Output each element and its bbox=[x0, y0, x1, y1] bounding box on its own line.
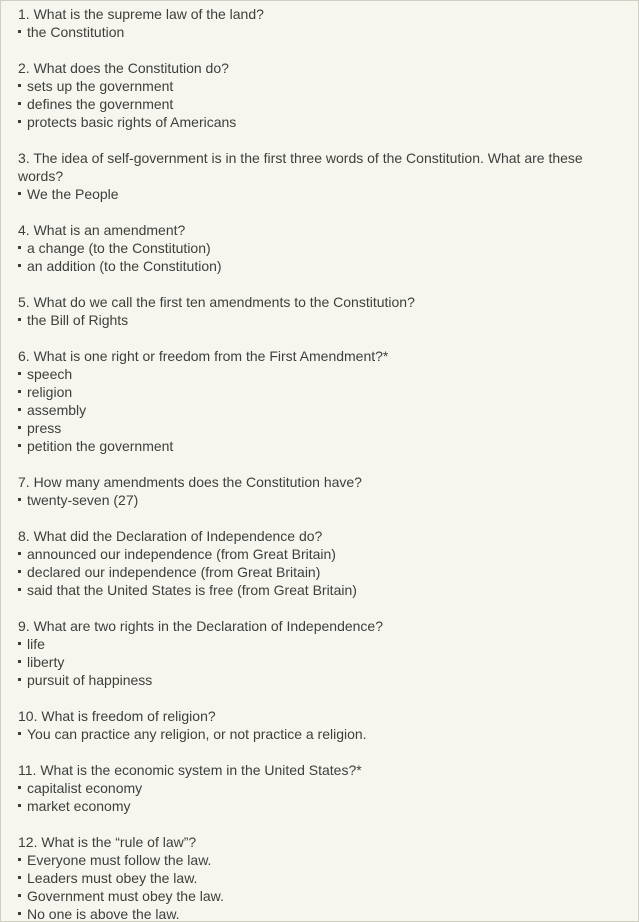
bullet-icon bbox=[18, 804, 21, 807]
bullet-icon bbox=[18, 876, 21, 879]
answer-item bbox=[18, 95, 628, 113]
answer-item bbox=[18, 887, 628, 905]
bullet-icon bbox=[18, 732, 21, 735]
answer-item bbox=[18, 491, 628, 509]
answer-item bbox=[18, 563, 628, 581]
answer-text: You can practice any religion, or not practice a religion. bbox=[27, 726, 367, 742]
bullet-icon bbox=[18, 120, 21, 123]
qa-item-11 bbox=[18, 761, 628, 815]
answer-text: We the People bbox=[27, 186, 119, 202]
answer-text: market economy bbox=[27, 798, 131, 814]
answer-text: capitalist economy bbox=[27, 780, 143, 796]
bullet-icon bbox=[18, 912, 21, 915]
answer-text: petition the government bbox=[27, 438, 174, 454]
bullet-icon bbox=[18, 264, 21, 267]
answer-item bbox=[18, 779, 628, 797]
answer-item bbox=[18, 113, 628, 131]
bullet-icon bbox=[18, 390, 21, 393]
bullet-icon bbox=[18, 444, 21, 447]
answer-item bbox=[18, 257, 628, 275]
answer-item bbox=[18, 419, 628, 437]
qa-item-6 bbox=[18, 347, 628, 455]
bullet-icon bbox=[18, 552, 21, 555]
answer-text: Government must obey the law. bbox=[27, 888, 224, 904]
qa-item-3 bbox=[18, 149, 628, 203]
bullet-icon bbox=[18, 786, 21, 789]
qa-item-8 bbox=[18, 527, 628, 599]
answer-item bbox=[18, 185, 628, 203]
answer-text: said that the United States is free (from Great Britain) bbox=[27, 582, 357, 598]
qa-list bbox=[18, 5, 628, 922]
bullet-icon bbox=[18, 642, 21, 645]
bullet-icon bbox=[18, 588, 21, 591]
bullet-icon bbox=[18, 858, 21, 861]
qa-item-10 bbox=[18, 707, 628, 743]
question-text: 4. What is an amendment? bbox=[18, 222, 186, 238]
bullet-icon bbox=[18, 498, 21, 501]
answer-text: pursuit of happiness bbox=[27, 672, 153, 688]
answer-text: declared our independence (from Great Britain) bbox=[27, 564, 321, 580]
question-text: 3. The idea of self-government is in the first three words of the Constitution. What are these words? bbox=[18, 150, 583, 184]
answer-item bbox=[18, 77, 628, 95]
answer-item bbox=[18, 905, 628, 922]
answer-text: liberty bbox=[27, 654, 65, 670]
bullet-icon bbox=[18, 102, 21, 105]
question-text: 10. What is freedom of religion? bbox=[18, 708, 216, 724]
answer-text: Everyone must follow the law. bbox=[27, 852, 212, 868]
answer-item bbox=[18, 311, 628, 329]
question-text: 6. What is one right or freedom from the First Amendment?* bbox=[18, 348, 389, 364]
question-text: 5. What do we call the first ten amendments to the Constitution? bbox=[18, 294, 415, 310]
answer-item bbox=[18, 383, 628, 401]
question-text: 8. What did the Declaration of Independence do? bbox=[18, 528, 323, 544]
answer-item bbox=[18, 725, 628, 743]
answer-item bbox=[18, 797, 628, 815]
bullet-icon bbox=[18, 426, 21, 429]
answer-item bbox=[18, 635, 628, 653]
question-text: 11. What is the economic system in the United States?* bbox=[18, 762, 362, 778]
answer-item bbox=[18, 401, 628, 419]
question-text: 9. What are two rights in the Declaration of Independence? bbox=[18, 618, 383, 634]
answer-text: No one is above the law. bbox=[27, 906, 180, 922]
bullet-icon bbox=[18, 246, 21, 249]
answer-text: defines the government bbox=[27, 96, 174, 112]
bullet-icon bbox=[18, 570, 21, 573]
answer-item bbox=[18, 653, 628, 671]
answer-text: sets up the government bbox=[27, 78, 174, 94]
bullet-icon bbox=[18, 408, 21, 411]
answer-item bbox=[18, 581, 628, 599]
answer-text: Leaders must obey the law. bbox=[27, 870, 198, 886]
answer-item bbox=[18, 437, 628, 455]
answer-text: announced our independence (from Great Britain) bbox=[27, 546, 336, 562]
bullet-icon bbox=[18, 660, 21, 663]
bullet-icon bbox=[18, 318, 21, 321]
answer-item bbox=[18, 239, 628, 257]
qa-item-2 bbox=[18, 59, 628, 131]
qa-item-7 bbox=[18, 473, 628, 509]
answer-item bbox=[18, 869, 628, 887]
bullet-icon bbox=[18, 30, 21, 33]
answer-text: assembly bbox=[27, 402, 87, 418]
question-text: 12. What is the “rule of law”? bbox=[18, 834, 197, 850]
qa-item-12 bbox=[18, 833, 628, 922]
bullet-icon bbox=[18, 678, 21, 681]
qa-item-9 bbox=[18, 617, 628, 689]
bullet-icon bbox=[18, 84, 21, 87]
answer-text: life bbox=[27, 636, 45, 652]
answer-text: religion bbox=[27, 384, 73, 400]
answer-item bbox=[18, 545, 628, 563]
question-text: 1. What is the supreme law of the land? bbox=[18, 6, 264, 22]
bullet-icon bbox=[18, 894, 21, 897]
answer-text: an addition (to the Constitution) bbox=[27, 258, 222, 274]
question-text: 7. How many amendments does the Constitution have? bbox=[18, 474, 362, 490]
answer-item bbox=[18, 365, 628, 383]
answer-item bbox=[18, 671, 628, 689]
answer-text: twenty-seven (27) bbox=[27, 492, 139, 508]
answer-text: the Bill of Rights bbox=[27, 312, 129, 328]
answer-item bbox=[18, 23, 628, 41]
qa-item-4 bbox=[18, 221, 628, 275]
question-text: 2. What does the Constitution do? bbox=[18, 60, 229, 76]
answer-text: protects basic rights of Americans bbox=[27, 114, 237, 130]
qa-item-5 bbox=[18, 293, 628, 329]
answer-item bbox=[18, 851, 628, 869]
bullet-icon bbox=[18, 192, 21, 195]
answer-text: the Constitution bbox=[27, 24, 125, 40]
bullet-icon bbox=[18, 372, 21, 375]
answer-text: a change (to the Constitution) bbox=[27, 240, 211, 256]
qa-item-1 bbox=[18, 5, 628, 41]
answer-text: press bbox=[27, 420, 62, 436]
answer-text: speech bbox=[27, 366, 73, 382]
